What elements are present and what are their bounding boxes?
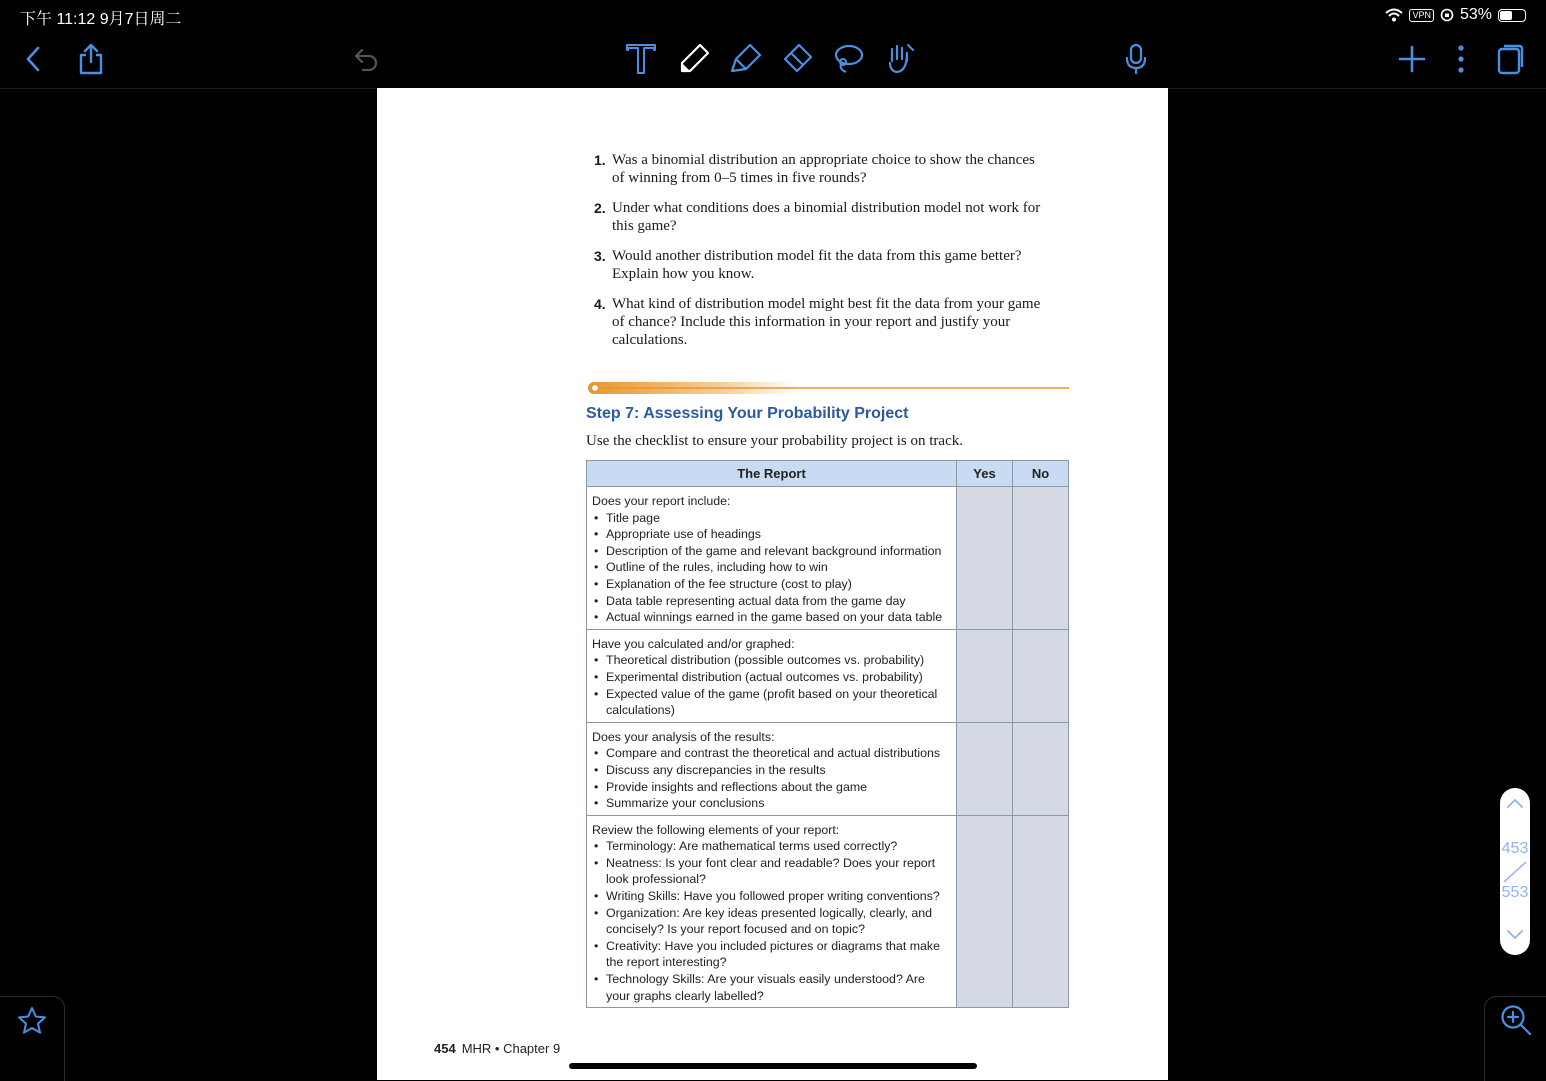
question-text: Was a binomial distribution an appropriate choice to show the chances of winning from 0–5 times in five rounds?: [612, 152, 1035, 186]
pages-icon[interactable]: [1490, 38, 1530, 80]
vpn-badge: VPN: [1409, 9, 1434, 22]
zoom-panel: [1484, 996, 1546, 1081]
section-lead: Review the following elements of your report:: [592, 822, 840, 837]
list-item: • Appropriate use of headings: [592, 526, 951, 543]
list-item: • Technology Skills: Are your visuals easily understood? Are your graphs clearly labelled?: [592, 971, 951, 1004]
checklist-table: [586, 460, 1069, 1008]
section-lead: Does your analysis of the results:: [592, 729, 775, 744]
table-row: [587, 629, 1069, 722]
list-item: • Discuss any discrepancies in the results: [592, 762, 951, 779]
question-2: [594, 199, 1044, 235]
chevron-up-icon: [1506, 797, 1524, 809]
report-cell: [587, 629, 957, 722]
status-bar: [0, 0, 1546, 30]
step-title: Step 7: Assessing Your Probability Project: [586, 405, 909, 422]
text-tool-icon[interactable]: [621, 38, 661, 80]
list-item: • Compare and contrast the theoretical and actual distributions: [592, 745, 951, 762]
yes-checkbox-cell[interactable]: [957, 722, 1013, 815]
report-cell: [587, 487, 957, 630]
section-divider: [587, 381, 1069, 395]
question-number: 4.: [594, 296, 606, 312]
question-text: Under what conditions does a binomial distribution model not work for this game?: [612, 200, 1041, 234]
yes-checkbox-cell[interactable]: [957, 629, 1013, 722]
footer-text: MHR • Chapter 9: [461, 1041, 561, 1056]
list-item: • Neatness: Is your font clear and readable? Does your report look professional?: [592, 855, 951, 888]
page-separator: [1502, 860, 1528, 884]
no-checkbox-cell[interactable]: [1013, 722, 1069, 815]
list-item: • Provide insights and reflections about the game: [592, 779, 951, 796]
question-text: Would another distribution model fit the data from this game better? Explain how you know.: [612, 248, 1022, 282]
list-item: • Organization: Are key ideas presented logically, clearly, and concisely? Is your report focused and on topic?: [592, 905, 951, 938]
total-pages: 553: [1501, 884, 1529, 901]
question-text: What kind of distribution model might best fit the data from your game of chance? Include this information in your report and justify your calculations.: [612, 296, 1041, 348]
list-item: • Expected value of the game (profit based on your theoretical calculations): [592, 686, 951, 719]
page-number: 454: [434, 1041, 456, 1056]
current-page: 453: [1501, 840, 1529, 857]
share-icon[interactable]: [71, 38, 111, 80]
toolbar: [0, 30, 1546, 89]
back-icon[interactable]: [14, 38, 54, 80]
highlighter-icon[interactable]: [726, 38, 766, 80]
table-header-row: [587, 461, 1069, 487]
zoom-in-icon[interactable]: [1499, 1003, 1533, 1042]
list-item: • Summarize your conclusions: [592, 795, 951, 812]
status-icons: [1385, 6, 1526, 24]
list-item: • Explanation of the fee structure (cost to play): [592, 576, 951, 593]
more-icon[interactable]: [1441, 38, 1481, 80]
question-3: [594, 247, 1044, 283]
table-row: [587, 815, 1069, 1008]
list-item: • Creativity: Have you included pictures or diagrams that make the report interesting?: [592, 938, 951, 971]
eraser-icon[interactable]: [777, 38, 817, 80]
question-number: 2.: [594, 200, 606, 216]
page-down-button[interactable]: [1500, 928, 1530, 946]
document-page[interactable]: [377, 88, 1168, 1080]
table-row: [587, 722, 1069, 815]
page-navigator: [1500, 788, 1530, 955]
list-item: • Writing Skills: Have you followed proper writing conventions?: [592, 888, 951, 905]
list-item: • Experimental distribution (actual outcomes vs. probability): [592, 669, 951, 686]
home-indicator[interactable]: [569, 1063, 977, 1069]
table-row: [587, 487, 1069, 630]
question-number: 1.: [594, 152, 606, 168]
report-cell: [587, 722, 957, 815]
orientation-lock-icon: [1440, 8, 1454, 22]
section-lead: Does your report include:: [592, 494, 731, 508]
favorites-panel: [0, 996, 65, 1081]
report-cell: [587, 815, 957, 1008]
list-item: • Theoretical distribution (possible outcomes vs. probability): [592, 652, 951, 669]
chevron-down-icon: [1506, 929, 1524, 941]
wifi-icon: [1385, 8, 1403, 22]
list-item: • Description of the game and relevant background information: [592, 543, 951, 560]
page-footer: [434, 1041, 560, 1056]
question-4: [594, 295, 1044, 349]
no-checkbox-cell[interactable]: [1013, 487, 1069, 630]
yes-checkbox-cell[interactable]: [957, 815, 1013, 1008]
list-item: • Actual winnings earned in the game based on your data table: [592, 609, 951, 626]
column-header-yes: Yes: [957, 461, 1013, 487]
section-lead: Have you calculated and/or graphed:: [592, 636, 795, 651]
add-icon[interactable]: [1392, 38, 1432, 80]
battery-percent: 53%: [1459, 6, 1492, 23]
no-checkbox-cell[interactable]: [1013, 815, 1069, 1008]
lasso-icon[interactable]: [828, 38, 868, 80]
battery-icon: [1498, 9, 1526, 22]
yes-checkbox-cell[interactable]: [957, 487, 1013, 630]
question-number: 3.: [594, 248, 606, 264]
step-intro: Use the checklist to ensure your probability project is on track.: [586, 433, 963, 449]
status-time: 下午 11:12 9月7日周二: [20, 11, 182, 28]
undo-icon[interactable]: [346, 38, 386, 80]
question-1: [594, 151, 1044, 187]
column-header-report: The Report: [587, 461, 957, 487]
star-icon[interactable]: [16, 1005, 48, 1042]
list-item: • Title page: [592, 510, 951, 527]
page-up-button[interactable]: [1500, 796, 1530, 814]
no-checkbox-cell[interactable]: [1013, 629, 1069, 722]
column-header-no: No: [1013, 461, 1069, 487]
shapes-tool-icon[interactable]: [879, 38, 919, 80]
microphone-icon[interactable]: [1116, 38, 1156, 80]
list-item: • Outline of the rules, including how to win: [592, 559, 951, 576]
pen-tool-icon[interactable]: [674, 38, 714, 80]
list-item: • Data table representing actual data from the game day: [592, 593, 951, 610]
list-item: • Terminology: Are mathematical terms used correctly?: [592, 838, 951, 855]
